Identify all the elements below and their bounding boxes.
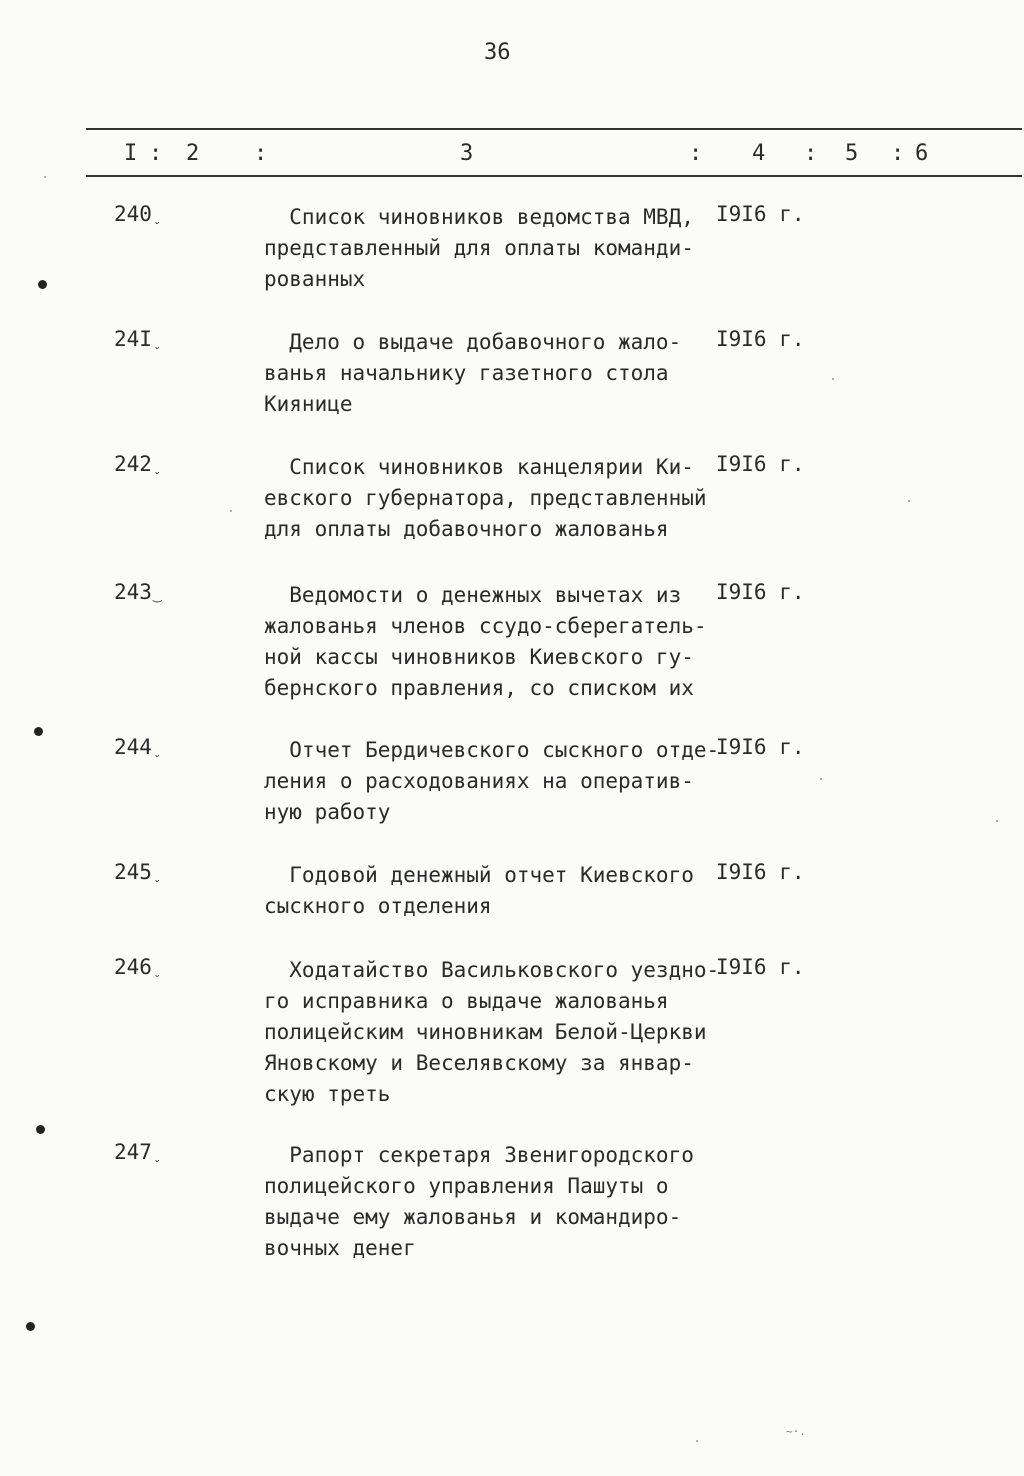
entry-number <box>114 202 161 226</box>
entry-number-value: 245 <box>114 860 152 884</box>
entry-number <box>114 860 161 884</box>
column-header-4: 4 <box>752 141 766 166</box>
description-line: сыскного отделения <box>264 894 492 918</box>
punch-hole-mark <box>36 1125 45 1134</box>
description-line: вочных денег <box>264 1236 416 1260</box>
entry-description <box>264 735 734 828</box>
description-line: го исправника о выдаче жалованья <box>264 989 669 1013</box>
column-separator: : <box>891 141 905 166</box>
punch-hole-mark <box>26 1322 35 1331</box>
check-mark-icon: ˬ <box>152 1147 162 1163</box>
entry-description <box>264 452 734 545</box>
entry-number <box>114 452 161 476</box>
column-header-1: I <box>124 141 138 166</box>
scan-scribble: ~·. <box>786 1425 806 1438</box>
entry-description <box>264 327 734 420</box>
description-line: Рапорт секретаря Звенигородского <box>264 1143 694 1167</box>
scan-speck <box>44 176 46 178</box>
check-mark-icon: ˬ <box>152 209 162 225</box>
column-separator: : <box>689 141 703 166</box>
page-number: 36 <box>484 40 511 65</box>
check-mark-icon: ˬ <box>152 867 162 883</box>
check-mark-icon: ˬ <box>152 962 162 978</box>
entry-number <box>114 1140 161 1164</box>
punch-hole-mark <box>38 280 47 289</box>
description-line: полицейским чиновникам Белой-Церкви <box>264 1020 707 1044</box>
entry-description <box>264 1140 734 1264</box>
entry-number <box>114 327 161 351</box>
entry-description <box>264 860 734 922</box>
column-header-2: 2 <box>186 141 200 166</box>
description-line: жалованья членов ссудо-сберегатель- <box>264 614 707 638</box>
entry-number <box>114 580 161 604</box>
description-line: Отчет Бердичевского сыскного отде- <box>264 738 720 762</box>
column-separator: : <box>254 141 268 166</box>
check-mark-icon: ‿ <box>152 587 162 603</box>
description-line: ную работу <box>264 800 391 824</box>
description-line: Ведомости о денежных вычетах из <box>264 583 682 607</box>
entry-number-value: 24I <box>114 327 152 351</box>
entry-year: I9I6 г. <box>716 202 805 226</box>
description-line: Киянице <box>264 392 353 416</box>
entry-number-value: 240 <box>114 202 152 226</box>
description-line: Список чиновников ведомства МВД, <box>264 205 694 229</box>
table-top-rule <box>86 128 1022 130</box>
entry-description <box>264 955 734 1110</box>
description-line: для оплаты добавочного жалованья <box>264 517 669 541</box>
column-header-6: 6 <box>915 141 929 166</box>
description-line: выдаче ему жалованья и командиро- <box>264 1205 682 1229</box>
entry-year: I9I6 г. <box>716 452 805 476</box>
entry-year: I9I6 г. <box>716 860 805 884</box>
description-line: евского губернатора, представленный <box>264 486 707 510</box>
description-line: Яновскому и Веселявскому за январ- <box>264 1051 694 1075</box>
description-line: Список чиновников канцелярии Ки- <box>264 455 694 479</box>
punch-hole-mark <box>34 727 43 736</box>
entry-year: I9I6 г. <box>716 955 805 979</box>
description-line: ванья начальнику газетного стола <box>264 361 669 385</box>
description-line: ной кассы чиновников Киевского гу- <box>264 645 694 669</box>
entry-year: I9I6 г. <box>716 580 805 604</box>
scan-speck <box>696 1440 698 1442</box>
entry-number-value: 244 <box>114 735 152 759</box>
table-header-bottom-rule <box>86 175 1022 177</box>
entry-number-value: 247 <box>114 1140 152 1164</box>
check-mark-icon: ˬ <box>152 459 162 475</box>
check-mark-icon: ˬ <box>152 742 162 758</box>
entry-number <box>114 735 161 759</box>
scan-speck <box>230 510 232 512</box>
column-separator: : <box>804 141 818 166</box>
column-separator: : <box>149 141 163 166</box>
description-line: бернского правления, со списком их <box>264 676 694 700</box>
description-line: рованных <box>264 267 366 291</box>
entry-year: I9I6 г. <box>716 735 805 759</box>
description-line: Годовой денежный отчет Киевского <box>264 863 694 887</box>
description-line: ления о расходованиях на оператив- <box>264 769 694 793</box>
entry-number-value: 246 <box>114 955 152 979</box>
description-line: скую треть <box>264 1082 391 1106</box>
entry-description <box>264 202 734 295</box>
check-mark-icon: ˬ <box>152 334 162 350</box>
scan-speck <box>908 500 910 502</box>
column-header-3: 3 <box>460 141 474 166</box>
scan-speck <box>996 820 998 822</box>
entry-description <box>264 580 734 704</box>
description-line: полицейского управления Пашуты о <box>264 1174 669 1198</box>
scan-speck <box>832 378 834 380</box>
description-line: представленный для оплаты команди- <box>264 236 694 260</box>
entry-number <box>114 955 161 979</box>
description-line: Дело о выдаче добавочного жало- <box>264 330 682 354</box>
entry-number-value: 242 <box>114 452 152 476</box>
description-line: Ходатайство Васильковского уездно- <box>264 958 720 982</box>
entry-number-value: 243 <box>114 580 152 604</box>
scan-speck <box>820 778 822 780</box>
column-header-5: 5 <box>845 141 859 166</box>
entry-year: I9I6 г. <box>716 327 805 351</box>
